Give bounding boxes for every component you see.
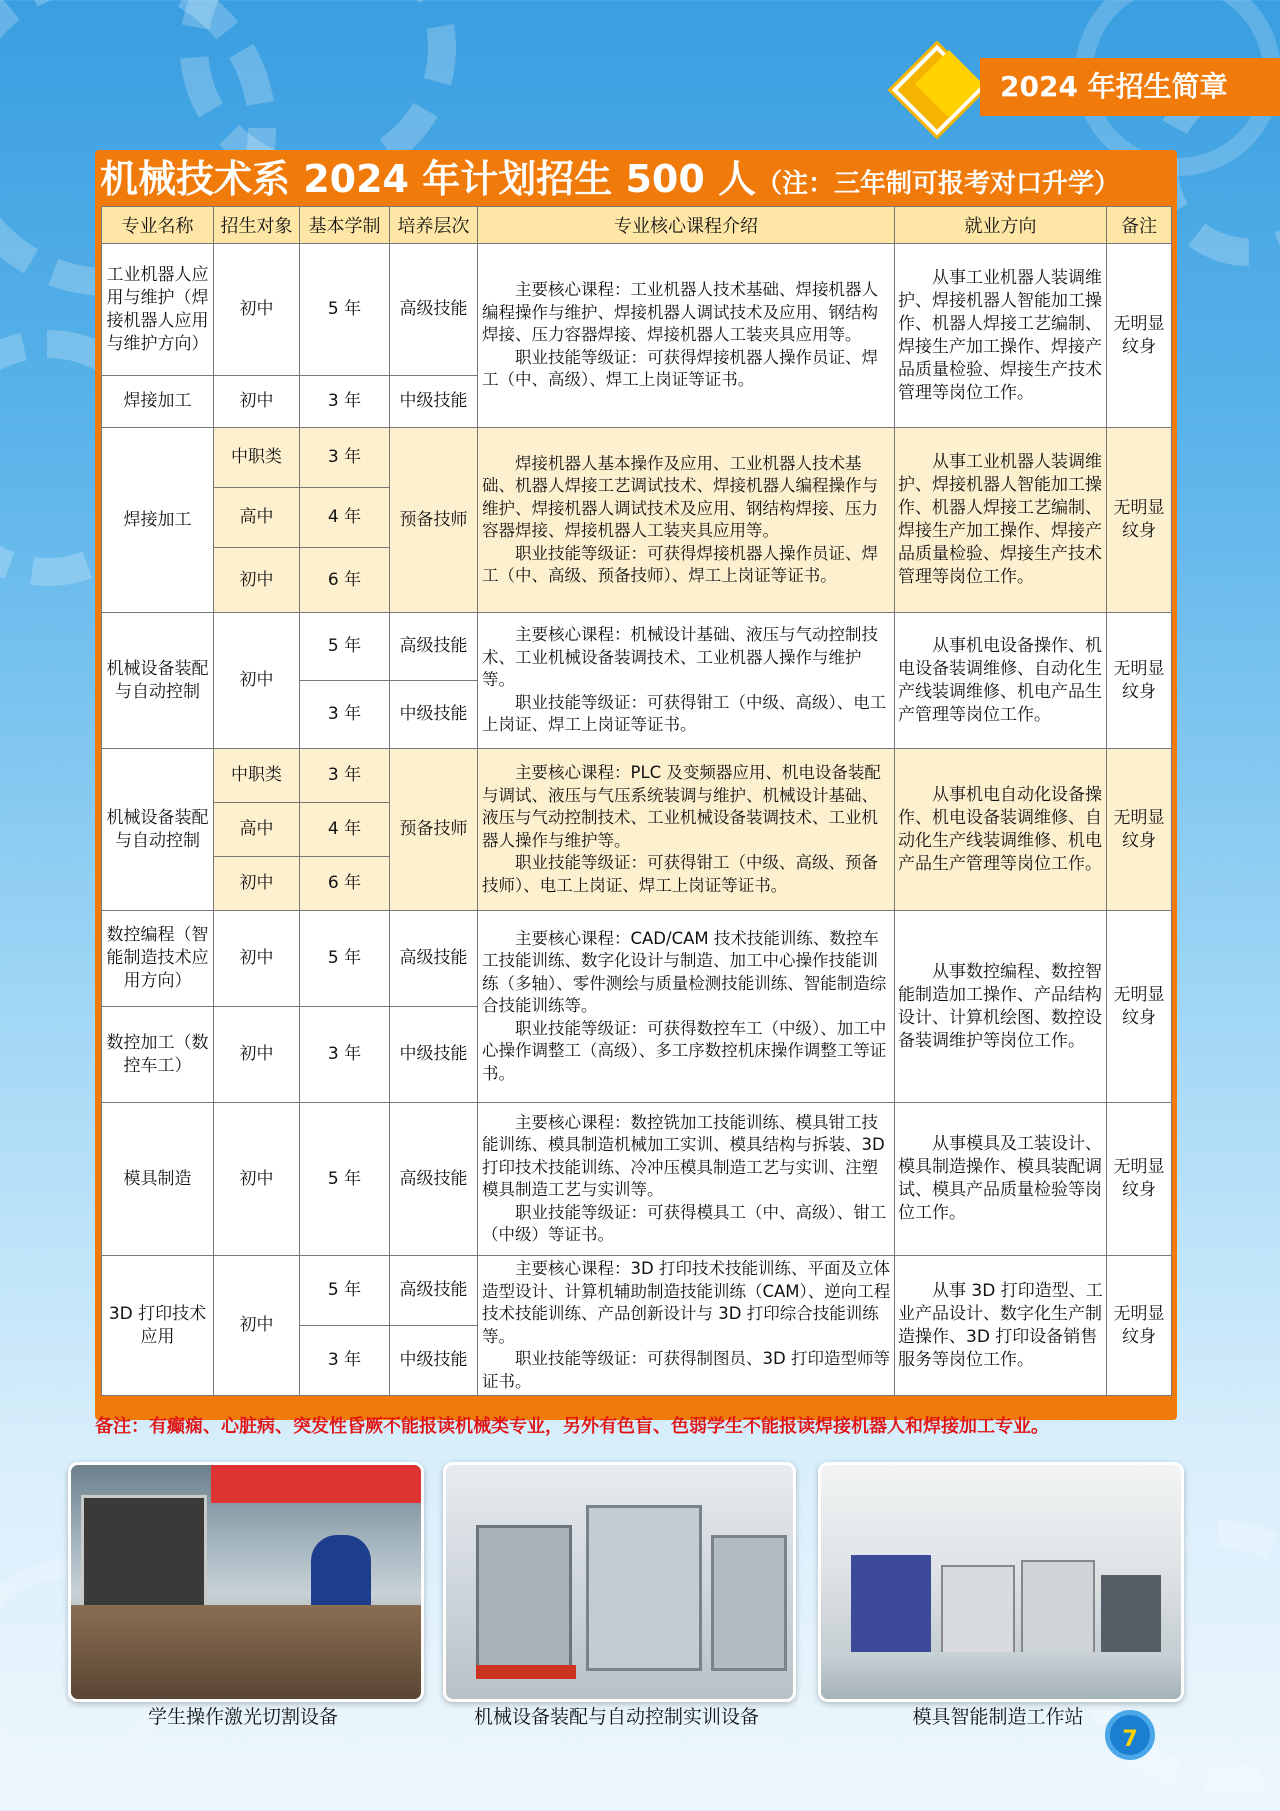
target-cell: 初中 <box>214 1256 300 1396</box>
certificate-text: 职业技能等级证：可获得模具工（中、高级）、钳工（中级）等证书。 <box>482 1202 887 1244</box>
target-cell: 初中 <box>214 857 300 911</box>
col-header: 招生对象 <box>214 207 300 244</box>
course-description <box>478 244 895 428</box>
table-row <box>102 428 1172 488</box>
photo-caption: 学生操作激光切割设备 <box>147 1706 338 1728</box>
course-description <box>478 911 895 1103</box>
header-banner: 2024 年招生简章 <box>980 58 1280 116</box>
level-cell: 高级技能 <box>390 1256 478 1326</box>
table-row <box>102 613 1172 681</box>
target-cell: 初中 <box>214 1103 300 1256</box>
job-direction: 从事机电设备操作、机电设备装调维修、自动化生产线装调维修、机电产品生产管理等岗位工作。 <box>895 613 1107 749</box>
major-name: 机械设备装配与自动控制 <box>102 749 214 911</box>
level-cell: 中级技能 <box>390 1007 478 1103</box>
years-cell: 6 年 <box>300 857 390 911</box>
job-direction: 从事工业机器人装调维护、焊接机器人智能加工操作、机器人焊接工艺编制、焊接生产加工操作、焊接产品质量检验、焊接生产技术管理等岗位工作。 <box>895 244 1107 428</box>
major-name: 数控加工（数控车工） <box>102 1007 214 1103</box>
years-cell: 3 年 <box>300 428 390 488</box>
certificate-text: 职业技能等级证：可获得钳工（中级、高级、预备技师）、电工上岗证、焊工上岗证等证书。 <box>482 853 878 895</box>
certificate-text: 职业技能等级证：可获得焊接机器人操作员证、焊工（中、高级）、焊工上岗证等证书。 <box>482 347 878 390</box>
level-cell: 高级技能 <box>390 911 478 1007</box>
years-cell: 5 年 <box>300 1256 390 1326</box>
remark-cell: 无明显纹身 <box>1107 749 1172 911</box>
level-cell: 预备技师 <box>390 749 478 911</box>
col-header: 培养层次 <box>390 207 478 244</box>
course-text: 主要核心课程：数控铣加工技能训练、模具钳工技能训练、模具制造机械加工实训、模具结构与拆装、3D 打印技术技能训练、冷冲压模具制造工艺与实训、注塑模具制造工艺与实训等。 <box>482 1112 885 1199</box>
page-title <box>100 150 1120 208</box>
table-row <box>102 749 1172 803</box>
target-cell: 初中 <box>214 1007 300 1103</box>
target-cell: 初中 <box>214 911 300 1007</box>
col-header: 专业名称 <box>102 207 214 244</box>
job-direction: 从事模具及工装设计、模具制造操作、模具装配调试、模具产品质量检验等岗位工作。 <box>895 1103 1107 1256</box>
page-number: 7 <box>1105 1710 1155 1760</box>
major-name: 焊接加工 <box>102 376 214 428</box>
photo-mold-workstation <box>818 1462 1184 1702</box>
col-header: 专业核心课程介绍 <box>478 207 895 244</box>
job-direction: 从事 3D 打印造型、工业产品设计、数字化生产制造操作、3D 打印设备销售服务等岗位工作。 <box>895 1256 1107 1396</box>
remark-note: 备注：有癫痫、心脏病、突发性昏厥不能报读机械类专业，另外有色盲、色弱学生不能报读焊接机器人和焊接加工专业。 <box>95 1416 1049 1437</box>
level-cell: 中级技能 <box>390 376 478 428</box>
photo-laser-cutting <box>68 1462 424 1702</box>
floor-shape <box>71 1605 421 1699</box>
col-header: 备注 <box>1107 207 1172 244</box>
level-cell: 中级技能 <box>390 1326 478 1396</box>
banner-shape <box>211 1465 421 1503</box>
remark-cell: 无明显纹身 <box>1107 1256 1172 1396</box>
certificate-text: 职业技能等级证：可获得焊接机器人操作员证、焊工（中、高级、预备技师）、焊工上岗证等证书。 <box>482 543 878 585</box>
course-text: 主要核心课程：工业机器人技术基础、焊接机器人编程操作与维护、焊接机器人调试技术及应用、钢结构焊接、压力容器焊接、焊接机器人工装夹具应用等。 <box>482 280 878 345</box>
course-text: 焊接机器人基本操作及应用、工业机器人技术基础、机器人焊接工艺调试技术、焊接机器人编程操作与维护、焊接机器人调试技术及应用、钢结构焊接、压力容器焊接、焊接机器人工装夹具应用等。 <box>482 453 878 540</box>
table-row <box>102 911 1172 1007</box>
years-cell: 3 年 <box>300 376 390 428</box>
equipment-shape <box>711 1535 787 1671</box>
level-cell: 中级技能 <box>390 681 478 749</box>
major-name: 焊接加工 <box>102 428 214 613</box>
title-note: （注：三年制可报考对口升学） <box>756 169 1121 199</box>
course-text: 主要核心课程：机械设计基础、液压与气动控制技术、工业机械设备装调技术、工业机器人操作与维护等。 <box>482 625 878 690</box>
years-cell: 5 年 <box>300 911 390 1007</box>
table-row <box>102 244 1172 376</box>
remark-cell: 无明显纹身 <box>1107 613 1172 749</box>
years-cell: 3 年 <box>300 1326 390 1396</box>
enrollment-table <box>101 206 1172 1396</box>
photo-caption: 机械设备装配与自动控制实训设备 <box>473 1706 759 1728</box>
level-cell: 高级技能 <box>390 613 478 681</box>
job-direction: 从事机电自动化设备操作、机电设备装调维修、自动化生产线装调维修、机电产品生产管理等岗位工作。 <box>895 749 1107 911</box>
major-name: 工业机器人应用与维护（焊接机器人应用与维护方向） <box>102 244 214 376</box>
years-cell: 3 年 <box>300 749 390 803</box>
table-header-row <box>102 207 1172 244</box>
course-description <box>478 749 895 911</box>
certificate-text: 职业技能等级证：可获得钳工（中级、高级）、电工上岗证、焊工上岗证等证书。 <box>482 692 887 735</box>
years-cell: 4 年 <box>300 488 390 548</box>
level-cell: 高级技能 <box>390 244 478 376</box>
target-cell: 中职类 <box>214 428 300 488</box>
major-name: 数控编程（智能制造技术应用方向） <box>102 911 214 1007</box>
course-description <box>478 1256 895 1396</box>
remark-cell: 无明显纹身 <box>1107 428 1172 613</box>
major-name: 机械设备装配与自动控制 <box>102 613 214 749</box>
course-description <box>478 1103 895 1256</box>
years-cell: 4 年 <box>300 803 390 857</box>
years-cell: 3 年 <box>300 681 390 749</box>
photo-caption: 模具智能制造工作站 <box>912 1706 1084 1728</box>
target-cell: 初中 <box>214 244 300 376</box>
course-text: 主要核心课程：3D 打印技术技能训练、平面及立体造型设计、计算机辅助制造技能训练（CAM）、逆向工程技术技能训练、产品创新设计与 3D 打印综合技能训练等。 <box>482 1259 891 1346</box>
remark-cell: 无明显纹身 <box>1107 911 1172 1103</box>
years-cell: 5 年 <box>300 613 390 681</box>
years-cell: 6 年 <box>300 548 390 613</box>
course-description <box>478 428 895 613</box>
course-description <box>478 613 895 749</box>
certificate-text: 职业技能等级证：可获得制图员、3D 打印造型师等证书。 <box>482 1349 890 1391</box>
photo-assembly-training <box>443 1462 796 1702</box>
course-text: 主要核心课程：CAD/CAM 技术技能训练、数控车工技能训练、数字化设计与制造、加工中心操作技能训练（多轴）、零件测绘与质量检测技能训练、智能制造综合技能训练等。 <box>482 928 887 1016</box>
floor-shape <box>821 1652 1181 1699</box>
major-name: 模具制造 <box>102 1103 214 1256</box>
job-direction: 从事工业机器人装调维护、焊接机器人智能加工操作、机器人焊接工艺编制、焊接生产加工操作、焊接产品质量检验、焊接生产技术管理等岗位工作。 <box>895 428 1107 613</box>
table-row <box>102 1256 1172 1326</box>
years-cell: 5 年 <box>300 244 390 376</box>
level-cell: 高级技能 <box>390 1103 478 1256</box>
target-cell: 初中 <box>214 376 300 428</box>
target-cell: 初中 <box>214 548 300 613</box>
certificate-text: 职业技能等级证：可获得数控车工（中级）、加工中心操作调整工（高级）、多工序数控机床操作调整工等证书。 <box>482 1018 887 1083</box>
job-direction: 从事数控编程、数控智能制造加工操作、产品结构设计、计算机绘图、数控设备装调维护等岗位工作。 <box>895 911 1107 1103</box>
red-base-shape <box>476 1665 576 1679</box>
equipment-shape <box>476 1525 572 1671</box>
major-name: 3D 打印技术应用 <box>102 1256 214 1396</box>
title-main: 机械技术系 2024 年计划招生 500 人 <box>100 157 757 201</box>
remark-cell: 无明显纹身 <box>1107 1103 1172 1256</box>
target-cell: 高中 <box>214 803 300 857</box>
years-cell: 3 年 <box>300 1007 390 1103</box>
level-cell: 预备技师 <box>390 428 478 613</box>
equipment-shape <box>586 1505 702 1671</box>
remark-cell: 无明显纹身 <box>1107 244 1172 428</box>
target-cell: 高中 <box>214 488 300 548</box>
course-text: 主要核心课程：PLC 及变频器应用、机电设备装配与调试、液压与气压系统装调与维护、机械设计基础、液压与气动控制技术、工业机械设备装调技术、工业机器人操作与维护等。 <box>482 763 881 850</box>
target-cell: 初中 <box>214 613 300 749</box>
table-row <box>102 1103 1172 1256</box>
target-cell: 中职类 <box>214 749 300 803</box>
col-header: 基本学制 <box>300 207 390 244</box>
years-cell: 5 年 <box>300 1103 390 1256</box>
col-header: 就业方向 <box>895 207 1107 244</box>
